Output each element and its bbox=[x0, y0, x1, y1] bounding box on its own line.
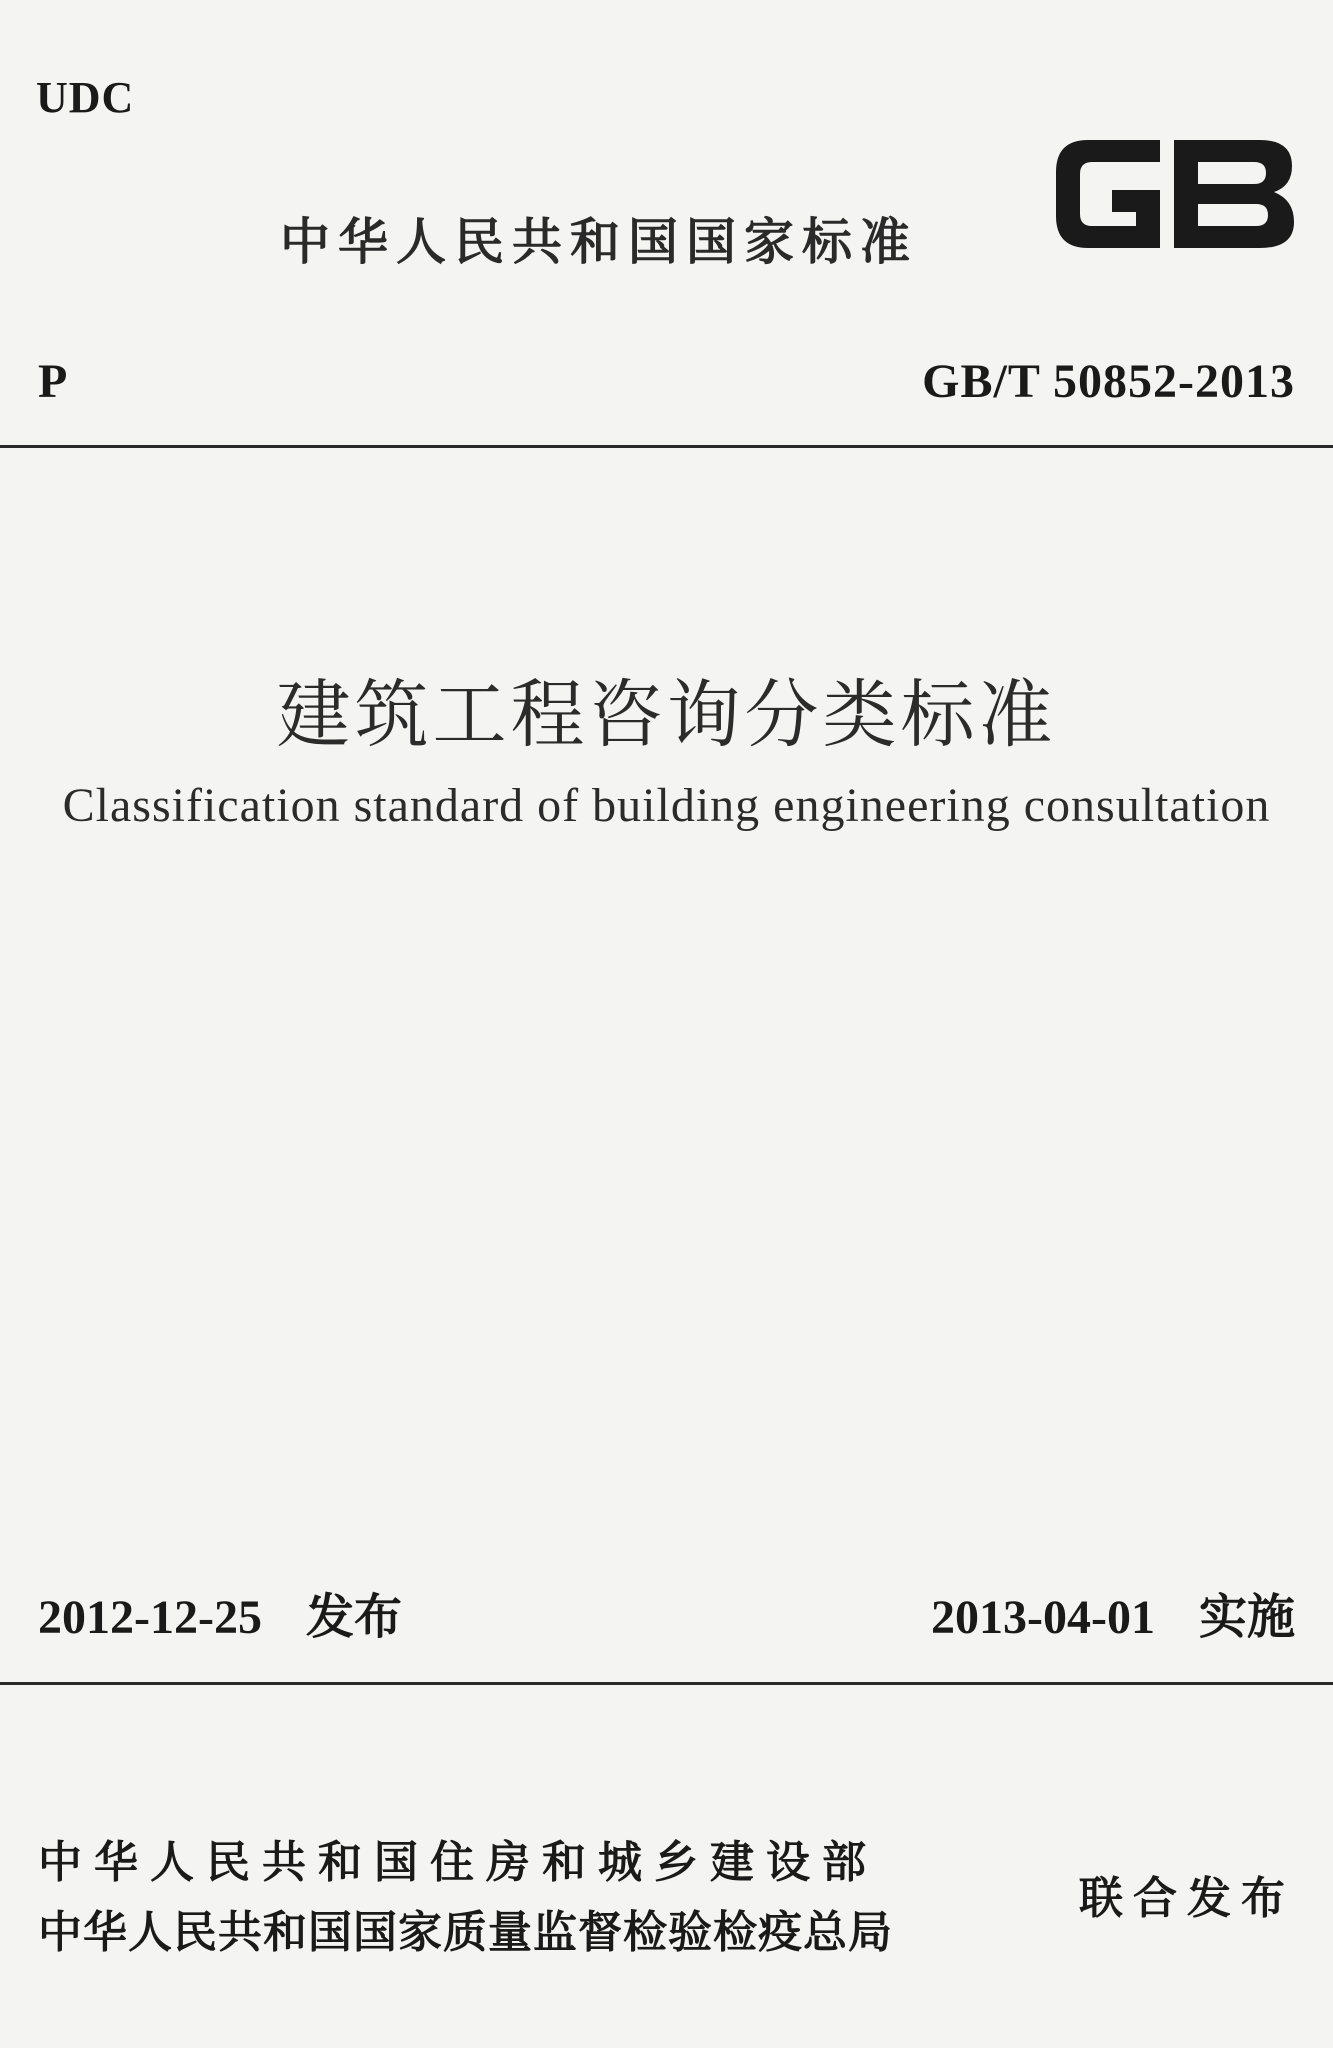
authority-line-1: 中华人民共和国住房和城乡建设部 bbox=[38, 1837, 878, 1888]
bottom-divider bbox=[0, 1682, 1333, 1685]
gb-logo bbox=[1048, 128, 1300, 260]
implement-label: 实施 bbox=[1198, 1589, 1295, 1645]
implement-date-block bbox=[931, 1578, 1295, 1647]
issue-label: 发布 bbox=[305, 1589, 402, 1645]
udc-label: UDC bbox=[36, 73, 135, 122]
authority-line-2: 中华人民共和国国家质量监督检验检疫总局 bbox=[38, 1907, 893, 1958]
joint-issue-label: 联合发布 bbox=[1079, 1873, 1295, 1924]
standard-number: GB/T 50852-2013 bbox=[922, 355, 1295, 408]
classification-code: P bbox=[38, 355, 68, 408]
issue-date: 2012-12-25 bbox=[38, 1591, 262, 1644]
national-standard-heading: 中华人民共和国国家标准 bbox=[280, 213, 918, 271]
title-english: Classification standard of building engineering consultation bbox=[62, 779, 1271, 832]
implement-date: 2013-04-01 bbox=[931, 1591, 1155, 1644]
issue-date-block bbox=[38, 1578, 402, 1647]
title-chinese: 建筑工程咨询分类标准 bbox=[276, 672, 1057, 758]
top-divider bbox=[0, 445, 1333, 448]
